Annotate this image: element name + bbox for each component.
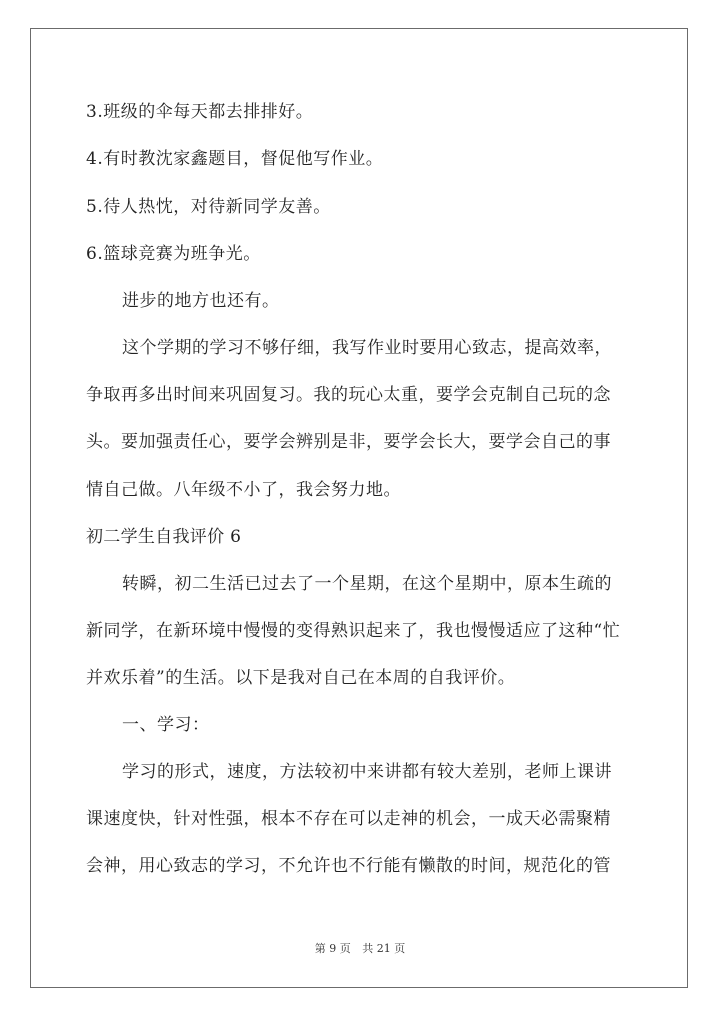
text-line: 学习的形式，速度，方法较初中来讲都有较大差别，老师上课讲 <box>122 762 612 782</box>
text-line: 会神，用心致志的学习，不允许也不行能有懒散的时间，规范化的管 <box>86 856 611 876</box>
text-line: 3.班级的伞每天都去排排好。 <box>86 102 314 122</box>
section-heading: 初二学生自我评价 6 <box>86 527 242 547</box>
text-line: 情自己做。八年级不小了，我会努力地。 <box>86 480 401 500</box>
text-line: 这个学期的学习不够仔细，我写作业时要用心致志，提高效率， <box>122 338 612 358</box>
text-line: 并欢乐着”的生活。以下是我对自己在本周的自我评价。 <box>86 668 516 688</box>
text-line: 6.篮球竞赛为班争光。 <box>86 244 261 264</box>
text-line: 新同学，在新环境中慢慢的变得熟识起来了，我也慢慢适应了这种“忙 <box>86 621 621 641</box>
text-line: 一、学习： <box>122 715 210 735</box>
text-line: 课速度快，针对性强，根本不存在可以走神的机会，一成天必需聚精 <box>86 809 611 829</box>
page-footer <box>0 940 720 956</box>
page-border <box>30 28 688 988</box>
page-number: 第 9 页 <box>314 942 351 955</box>
text-line: 转瞬，初二生活已过去了一个星期，在这个星期中，原本生疏的 <box>122 574 612 594</box>
page-total: 共 21 页 <box>362 942 406 955</box>
text-line: 进步的地方也还有。 <box>122 291 280 311</box>
text-line: 争取再多出时间来巩固复习。我的玩心太重，要学会克制自己玩的念 <box>86 385 611 405</box>
text-line: 头。要加强责任心，要学会辨别是非，要学会长大，要学会自己的事 <box>86 432 611 452</box>
text-line: 4.有时教沈家鑫题目，督促他写作业。 <box>86 149 384 169</box>
text-line: 5.待人热忱，对待新同学友善。 <box>86 197 331 217</box>
